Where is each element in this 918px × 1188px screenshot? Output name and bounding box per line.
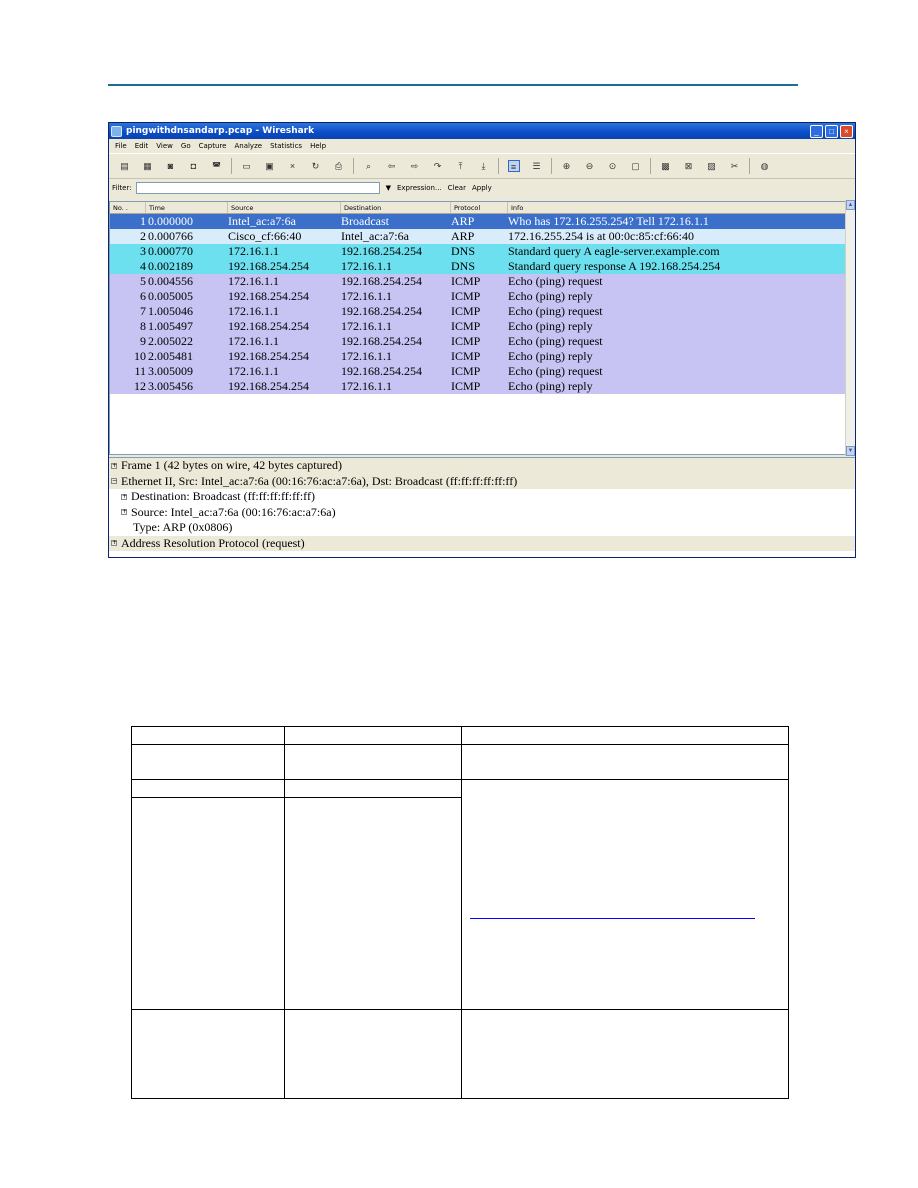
table-cell: [462, 745, 789, 780]
packet-row[interactable]: [110, 289, 846, 304]
toolbar-separator: [353, 158, 354, 174]
column-header-protocol[interactable]: Protocol: [451, 202, 508, 213]
cell-source: 172.16.1.1: [228, 274, 279, 288]
column-header-destination[interactable]: Destination: [341, 202, 451, 213]
cell-no: 8: [140, 319, 146, 333]
table-cell: [132, 745, 285, 780]
cell-info: Echo (ping) reply: [508, 319, 593, 333]
toolbar-separator: [749, 158, 750, 174]
cell-no: 12: [134, 379, 146, 393]
zoom-out-icon[interactable]: ⊖: [585, 161, 594, 171]
cell-info: Echo (ping) request: [508, 304, 603, 318]
cell-destination: 192.168.254.254: [341, 334, 422, 348]
scroll-down-icon[interactable]: ▼: [847, 448, 854, 454]
display-filters-icon[interactable]: ⊠: [684, 161, 693, 171]
cell-source: 172.16.1.1: [228, 304, 279, 318]
filter-label: Filter:: [112, 184, 132, 192]
detail-text: Address Resolution Protocol (request): [121, 535, 305, 550]
packet-row[interactable]: [110, 259, 846, 274]
save-file-icon[interactable]: ▣: [265, 161, 274, 171]
cell-time: 2.005481: [148, 349, 193, 363]
packet-row[interactable]: [110, 214, 846, 229]
cell-time: 0.000766: [148, 229, 193, 243]
cell-time: 1.005046: [148, 304, 193, 318]
table-cell: [285, 745, 462, 780]
cell-info: Echo (ping) reply: [508, 379, 593, 393]
cell-protocol: ICMP: [451, 304, 481, 318]
cell-no: 5: [140, 274, 146, 288]
go-forward-icon[interactable]: ⇨: [410, 161, 419, 171]
packet-row[interactable]: [110, 349, 846, 364]
cell-info: Echo (ping) request: [508, 274, 603, 288]
cell-info: Echo (ping) reply: [508, 289, 593, 303]
document-table: [131, 726, 789, 1099]
cell-destination: 192.168.254.254: [341, 244, 422, 258]
filter-input[interactable]: [136, 182, 380, 194]
packet-row[interactable]: [110, 379, 846, 394]
packet-row[interactable]: [110, 334, 846, 349]
column-header-source[interactable]: Source: [228, 202, 341, 213]
cell-protocol: DNS: [451, 259, 476, 273]
table-cell: [462, 1010, 789, 1099]
main-toolbar: [109, 153, 855, 179]
resize-columns-icon[interactable]: ▢: [631, 161, 640, 171]
cell-no: 6: [140, 289, 146, 303]
cell-protocol: ICMP: [451, 319, 481, 333]
coloring-rules-icon[interactable]: ▨: [707, 161, 716, 171]
cell-source: 192.168.254.254: [228, 289, 309, 303]
packet-row[interactable]: [110, 304, 846, 319]
packet-rows: [110, 214, 846, 394]
apply-button[interactable]: Apply: [471, 184, 492, 192]
expand-icon[interactable]: +: [122, 508, 128, 516]
go-last-packet-icon[interactable]: ⤓: [481, 161, 486, 171]
capture-options-icon[interactable]: ▦: [143, 161, 152, 171]
cell-protocol: ICMP: [451, 289, 481, 303]
cell-source: 172.16.1.1: [228, 334, 279, 348]
packet-row[interactable]: [110, 244, 846, 259]
toolbar-separator: [231, 158, 232, 174]
menu-analyze[interactable]: Analyze: [234, 142, 263, 150]
expand-icon[interactable]: +: [112, 461, 118, 469]
cell-info: Echo (ping) reply: [508, 349, 593, 363]
zoom-normal-icon[interactable]: ⊙: [608, 161, 617, 171]
cell-no: 11: [134, 364, 146, 378]
cell-no: 4: [140, 259, 146, 273]
cell-info: Echo (ping) request: [508, 334, 603, 348]
table-cell: [132, 798, 285, 1010]
detail-row[interactable]: [109, 458, 855, 474]
cell-time: 3.005456: [148, 379, 193, 393]
cell-protocol: ICMP: [451, 349, 481, 363]
detail-row[interactable]: [109, 520, 855, 536]
cell-time: 2.005022: [148, 334, 193, 348]
collapse-icon[interactable]: −: [112, 477, 118, 485]
cell-source: 192.168.254.254: [228, 259, 309, 273]
cell-time: 0.004556: [148, 274, 193, 288]
cell-protocol: ICMP: [451, 334, 481, 348]
toolbar-separator: [650, 158, 651, 174]
cell-protocol: ARP: [451, 214, 475, 228]
table-cell: [285, 780, 462, 798]
detail-text: Type: ARP (0x0806): [133, 520, 233, 534]
open-file-icon[interactable]: ▭: [242, 161, 251, 171]
cell-time: 3.005009: [148, 364, 193, 378]
column-header-info[interactable]: Info: [511, 204, 524, 212]
cell-time: 1.005497: [148, 319, 193, 333]
menu-help[interactable]: Help: [310, 142, 327, 150]
expand-icon[interactable]: +: [122, 492, 128, 500]
filter-dropdown-icon[interactable]: ▼: [385, 184, 391, 192]
cell-source: 192.168.254.254: [228, 319, 309, 333]
hyperlink-underline[interactable]: [470, 918, 755, 919]
cell-no: 9: [140, 334, 146, 348]
menu-go[interactable]: Go: [180, 142, 191, 150]
packet-row[interactable]: [110, 274, 846, 289]
start-capture-icon[interactable]: ◙: [167, 161, 174, 171]
close-file-icon[interactable]: ×: [289, 161, 296, 171]
cell-source: Cisco_cf:66:40: [228, 229, 302, 243]
cell-time: 0.000770: [148, 244, 193, 258]
menu-edit[interactable]: Edit: [134, 142, 149, 150]
cell-protocol: ARP: [451, 229, 475, 243]
menu-statistics[interactable]: Statistics: [270, 142, 303, 150]
auto-scroll-icon[interactable]: ☰: [532, 161, 541, 171]
reload-icon[interactable]: ↻: [311, 161, 320, 171]
table-cell: [285, 1010, 462, 1099]
menu-capture[interactable]: Capture: [198, 142, 227, 150]
capture-filters-icon[interactable]: ▩: [661, 161, 670, 171]
detail-text: Destination: Broadcast (ff:ff:ff:ff:ff:ff): [131, 489, 315, 503]
menu-file[interactable]: File: [115, 142, 127, 150]
cell-destination: 172.16.1.1: [341, 289, 392, 303]
cell-destination: 172.16.1.1: [341, 379, 392, 393]
cell-destination: 172.16.1.1: [341, 349, 392, 363]
cell-destination: 192.168.254.254: [341, 304, 422, 318]
cell-no: 7: [140, 304, 146, 318]
cell-no: 2: [140, 229, 146, 243]
colorize-icon[interactable]: ≡: [508, 160, 520, 172]
menu-bar: [109, 139, 855, 153]
cell-info: Echo (ping) request: [508, 364, 603, 378]
restart-capture-icon[interactable]: ◚: [212, 161, 221, 171]
clear-button[interactable]: Clear: [447, 184, 466, 192]
title-bar[interactable]: [109, 123, 855, 139]
table-cell: [462, 727, 789, 745]
cell-destination: 172.16.1.1: [341, 259, 392, 273]
stop-capture-icon[interactable]: ◘: [190, 161, 197, 171]
toolbar-separator: [551, 158, 552, 174]
packet-list: [109, 201, 847, 455]
detail-row[interactable]: [109, 536, 855, 552]
cell-no: 3: [140, 244, 146, 258]
cell-info: Standard query A eagle-server.example.com: [508, 244, 720, 258]
page-header-rule: [108, 84, 798, 86]
minimize-button[interactable]: _: [810, 125, 823, 138]
packet-details: [109, 457, 855, 558]
table-cell: [132, 1010, 285, 1099]
table-cell: [132, 780, 285, 798]
detail-row[interactable]: [109, 489, 855, 505]
cell-protocol: ICMP: [451, 274, 481, 288]
wireshark-app-icon: [111, 126, 122, 137]
go-to-packet-icon[interactable]: ↷: [433, 161, 442, 171]
cell-source: 172.16.1.1: [228, 364, 279, 378]
table-cell: [285, 798, 462, 1010]
cell-no: 10: [134, 349, 146, 363]
interfaces-icon[interactable]: ▤: [120, 161, 129, 171]
toolbar-separator: [498, 158, 499, 174]
cell-destination: 172.16.1.1: [341, 319, 392, 333]
preferences-icon[interactable]: ✂: [730, 161, 739, 171]
cell-source: Intel_ac:a7:6a: [228, 214, 296, 228]
packet-list-header: [110, 202, 846, 214]
cell-destination: 192.168.254.254: [341, 364, 422, 378]
cell-no: 1: [140, 214, 146, 228]
cell-source: 192.168.254.254: [228, 379, 309, 393]
print-icon[interactable]: ⎙: [334, 161, 343, 171]
cell-info: Who has 172.16.255.254? Tell 172.16.1.1: [508, 214, 709, 228]
table-cell: [132, 727, 285, 745]
filter-bar: [109, 179, 855, 197]
scroll-up-icon[interactable]: ▲: [847, 202, 854, 208]
cell-source: 192.168.254.254: [228, 349, 309, 363]
packet-row[interactable]: [110, 364, 846, 379]
cell-protocol: ICMP: [451, 364, 481, 378]
cell-source: 172.16.1.1: [228, 244, 279, 258]
expand-icon[interactable]: +: [112, 539, 118, 547]
detail-row[interactable]: [109, 474, 855, 490]
go-first-packet-icon[interactable]: ⤒: [458, 161, 463, 171]
table-cell: [462, 780, 789, 1010]
table-cell: [285, 727, 462, 745]
cell-info: Standard query response A 192.168.254.254: [508, 259, 721, 273]
column-header-time[interactable]: Time: [146, 202, 228, 213]
cell-info: 172.16.255.254 is at 00:0c:85:cf:66:40: [508, 229, 694, 243]
zoom-in-icon[interactable]: ⊕: [562, 161, 571, 171]
packet-list-scrollbar[interactable]: [845, 200, 855, 456]
cell-destination: Broadcast: [341, 214, 389, 228]
cell-time: 0.005005: [148, 289, 193, 303]
cell-time: 0.002189: [148, 259, 193, 273]
detail-text: Source: Intel_ac:a7:6a (00:16:76:ac:a7:6a): [131, 504, 336, 519]
window-title: pingwithdnsandarp.pcap - Wireshark: [126, 126, 315, 136]
packet-row[interactable]: [110, 319, 846, 334]
cell-time: 0.000000: [148, 214, 193, 228]
cell-protocol: ICMP: [451, 379, 481, 393]
detail-text: Frame 1 (42 bytes on wire, 42 bytes captured): [121, 458, 342, 472]
expression-button[interactable]: Expression...: [396, 184, 442, 192]
detail-text: Ethernet II, Src: Intel_ac:a7:6a (00:16:76:ac:a7:6a), Dst: Broadcast (ff:ff:ff:ff:ff:ff): [121, 473, 518, 488]
wireshark-window: [108, 122, 856, 558]
menu-view[interactable]: View: [156, 142, 173, 150]
maximize-button[interactable]: □: [825, 125, 838, 138]
cell-destination: Intel_ac:a7:6a: [341, 229, 409, 243]
cell-destination: 192.168.254.254: [341, 274, 422, 288]
go-back-icon[interactable]: ⇦: [387, 161, 396, 171]
packet-row[interactable]: [110, 229, 846, 244]
detail-row[interactable]: [109, 505, 855, 521]
cell-protocol: DNS: [451, 244, 476, 258]
help-icon[interactable]: ◍: [760, 161, 769, 171]
close-button[interactable]: ×: [840, 125, 853, 138]
column-header-no[interactable]: No. .: [110, 202, 146, 213]
find-packet-icon[interactable]: ⌕: [365, 161, 372, 171]
